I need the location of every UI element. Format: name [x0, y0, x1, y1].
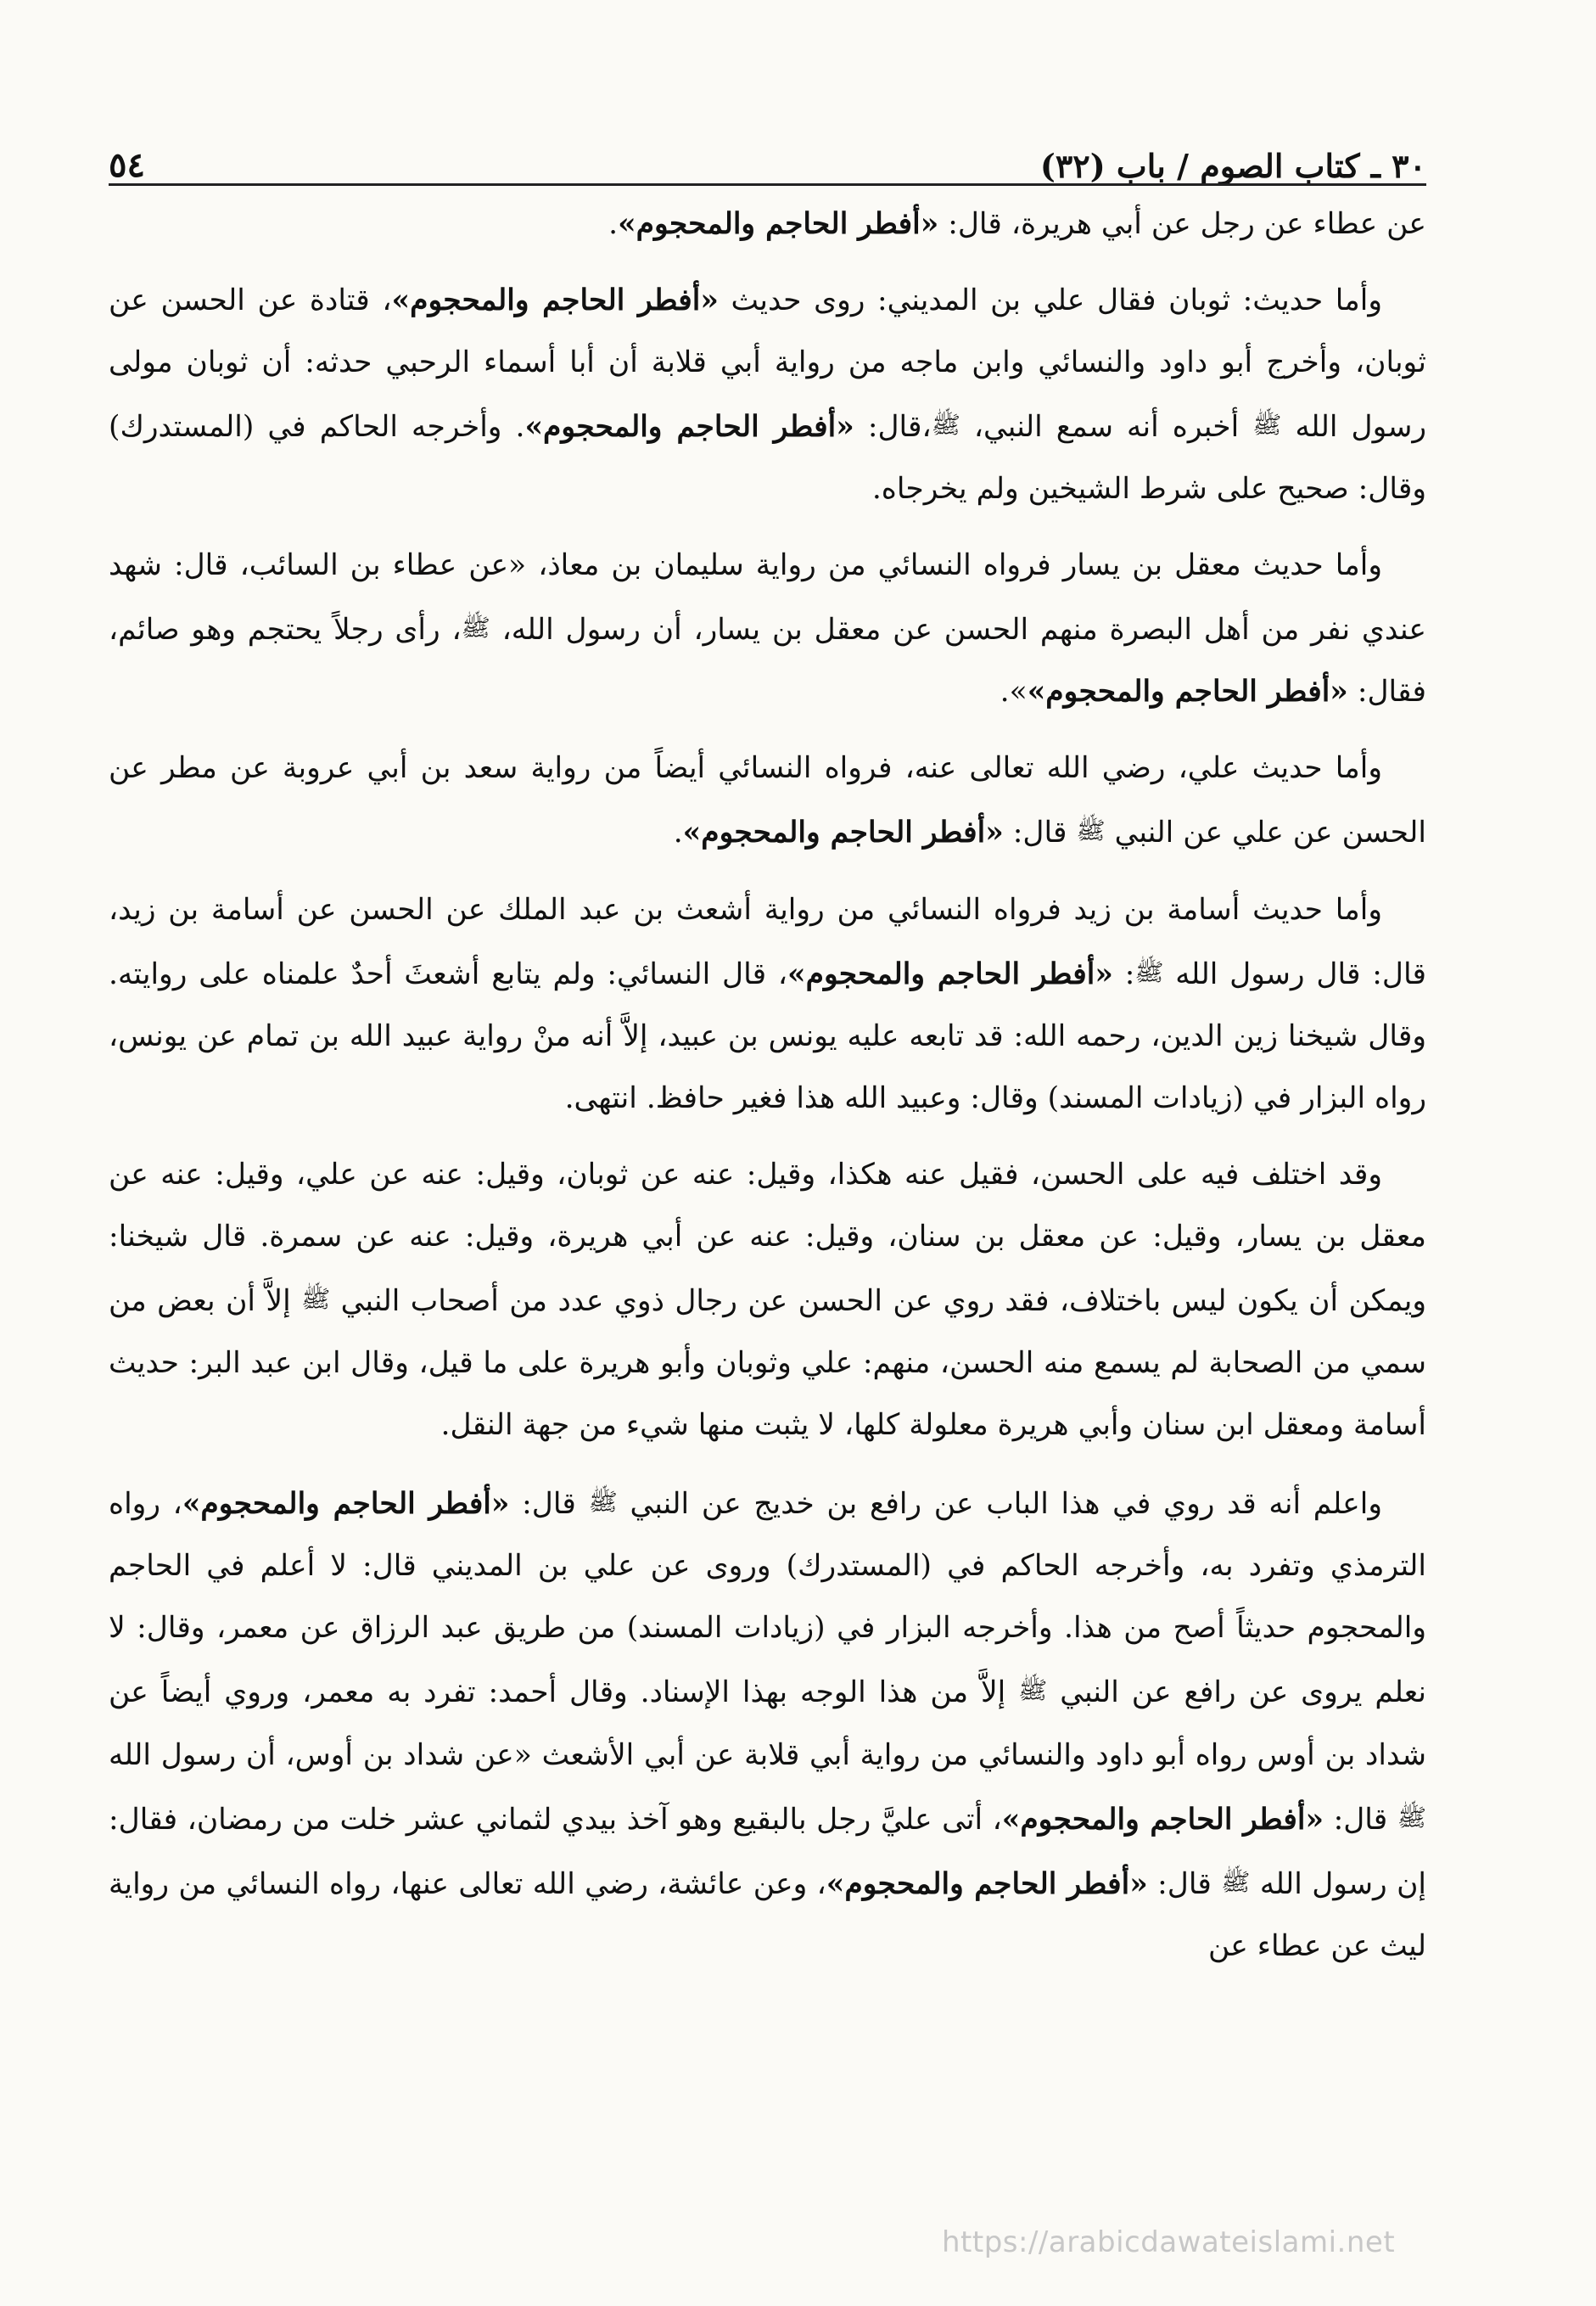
salutation-glyph: ﷺ — [931, 411, 960, 439]
salutation-glyph: ﷺ — [1221, 1867, 1251, 1896]
text-run: إلاَّ أن بعض من سمي من الصحابة لم يسمع منه الحسن، منهم: علي وثوبان وأبو هريرة على ما قيل، وقال ابن عبد البر: حديث أسامة ومعقل ابن سنان وأبي هريرة معلولة كلها، لا يثبت منها شيء من جهة النقل. — [109, 1284, 1426, 1443]
page-number: ٥٤ — [109, 145, 145, 185]
paragraph — [109, 535, 1426, 723]
paragraph — [109, 1471, 1426, 1978]
text-run: ، رواه الترمذي وتفرد به، وأخرجه الحاكم في (المستدرك) وروى عن علي بن المديني قال: لا أعلم في الحاجم والمحجوم حديثاً أصح من هذا. وأخرجه البزار في (زيادات المسند) من طريق عبد الرزاق عن معمر، وقال: لا نعلم يروى عن رافع عن النبي — [109, 1487, 1426, 1710]
hadith-quote: «أفطر الحاجم والمحجوم» — [524, 410, 854, 445]
text-run: قال: — [1147, 1867, 1222, 1902]
hadith-quote: «أفطر الحاجم والمحجوم» — [1001, 1802, 1324, 1837]
text-run: وقد اختلف فيه على الحسن، فقيل عنه هكذا، وقيل: عنه عن ثوبان، وقيل: عنه عن علي، وقيل: عنه عن معقل بن يسار، وقيل: عن معقل بن سنان، وقيل: عنه عن أبي هريرة، وقيل: عنه عن سمرة. قال شيخنا: ويمكن أن يكون ليس باختلاف، فقد روي عن الحسن عن رجال ذوي عدد من أصحاب النبي — [109, 1157, 1426, 1319]
hadith-quote: «أفطر الحاجم والمحجوم» — [787, 957, 1113, 991]
paragraph — [109, 194, 1426, 255]
text-run: ، أتى عليَّ رجل بالبقيع وهو آخذ بيدي لثماني عشر خلت من رمضان، فقال: إن رسول الله — [109, 1802, 1426, 1902]
salutation-glyph: ﷺ — [1252, 411, 1282, 439]
header-rule — [109, 183, 1426, 186]
hadith-quote: «أفطر الحاجم والمحجوم» — [682, 816, 1004, 850]
text-run: قال: — [1324, 1802, 1397, 1837]
paragraph — [109, 879, 1426, 1130]
text-run: قال: — [509, 1487, 589, 1522]
paragraph — [109, 1144, 1426, 1456]
salutation-glyph: ﷺ — [588, 1488, 618, 1517]
paragraph — [109, 270, 1426, 520]
text-run: . — [673, 816, 683, 850]
text-run: ،قال: — [854, 410, 932, 445]
hadith-quote: «أفطر الحاجم والمحجوم» — [182, 1487, 510, 1522]
hadith-quote: «أفطر الحاجم والمحجوم» — [1027, 675, 1348, 710]
text-run: . — [608, 207, 619, 241]
running-title: ٣٠ ـ كتاب الصوم / باب (٣٢) — [1039, 147, 1426, 185]
text-run: . وأخرجه الحاكم في (المستدرك) وقال: صحيح على شرط الشيخين ولم يخرجاه. — [109, 410, 1426, 507]
salutation-glyph: ﷺ — [301, 1284, 331, 1313]
text-run: ، وعن عائشة، رضي الله تعالى عنها، رواه النسائي من رواية ليث عن عطاء عن — [109, 1867, 1426, 1964]
salutation-glyph: ﷺ — [461, 614, 490, 642]
text-run: ». — [1000, 675, 1028, 710]
text-run: وأما حديث: ثوبان فقال علي بن المديني: روى حديث — [718, 283, 1382, 317]
text-run: : — [1112, 957, 1135, 991]
salutation-glyph: ﷺ — [1018, 1676, 1048, 1705]
text-run: ، قتادة عن الحسن عن ثوبان، وأخرج أبو داود والنسائي وابن ماجه من رواية أبي قلابة أن أبا أسماء الرحبي حدثه: أن ثوبان مولى رسول الله — [109, 283, 1427, 445]
page-header — [109, 100, 1426, 185]
hadith-quote: «أفطر الحاجم والمحجوم» — [391, 283, 719, 317]
text-run: قال: — [1003, 816, 1077, 850]
text-run: وأما حديث علي، رضي الله تعالى عنه، فرواه النسائي أيضاً من رواية سعد بن أبي عروبة عن مطر عن الحسن عن علي عن النبي — [109, 751, 1426, 850]
text-run: إلاَّ من هذا الوجه بهذا الإسناد. وقال أحمد: تفرد به معمر، وروي أيضاً عن شداد بن أوس رواه أبو داود والنسائي من رواية أبي قلابة عن أبي الأشعث «عن شداد بن أوس، أن رسول الله — [109, 1675, 1426, 1772]
salutation-glyph: ﷺ — [1076, 816, 1106, 845]
text-run: ، رأى رجلاً يحتجم وهو صائم، فقال: — [109, 613, 1426, 710]
text-run: عن عطاء عن رجل عن أبي هريرة، قال: — [938, 207, 1426, 241]
salutation-glyph: ﷺ — [1134, 957, 1164, 986]
watermark: https://arabicdawateislami.net — [942, 2225, 1396, 2259]
text-run: أخبره أنه سمع النبي، — [960, 410, 1253, 445]
text-run: وأما حديث أسامة بن زيد فرواه النسائي من رواية أشعث بن عبد الملك عن الحسن عن أسامة بن زيد، قال: قال رسول الله — [109, 892, 1426, 991]
text-run: ، قال النسائي: ولم يتابع أشعثَ أحدٌ علمناه على روايته. وقال شيخنا زين الدين، رحمه الله: قد تابعه عليه يونس بن عبيد، إلاَّ أنه منْ رواية عبيد الله بن تمام عن يونس، رواه البزار في (زيادات المسند) وقال: وعبيد الله هذا فغير حافظ. انتهى. — [109, 957, 1426, 1115]
text-run: وأما حديث معقل بن يسار فرواه النسائي من رواية سليمان بن معاذ، «عن عطاء بن السائب، قال: شهد عندي نفر من أهل البصرة منهم الحسن عن معقل بن يسار، أن رسول الله، — [109, 548, 1426, 648]
hadith-quote: «أفطر الحاجم والمحجوم» — [826, 1867, 1148, 1902]
paragraph — [109, 738, 1426, 864]
salutation-glyph: ﷺ — [1397, 1803, 1427, 1832]
hadith-quote: «أفطر الحاجم والمحجوم» — [618, 207, 939, 241]
page-body — [109, 194, 1426, 1992]
text-run: واعلم أنه قد روي في هذا الباب عن رافع بن خديج عن النبي — [617, 1487, 1382, 1522]
